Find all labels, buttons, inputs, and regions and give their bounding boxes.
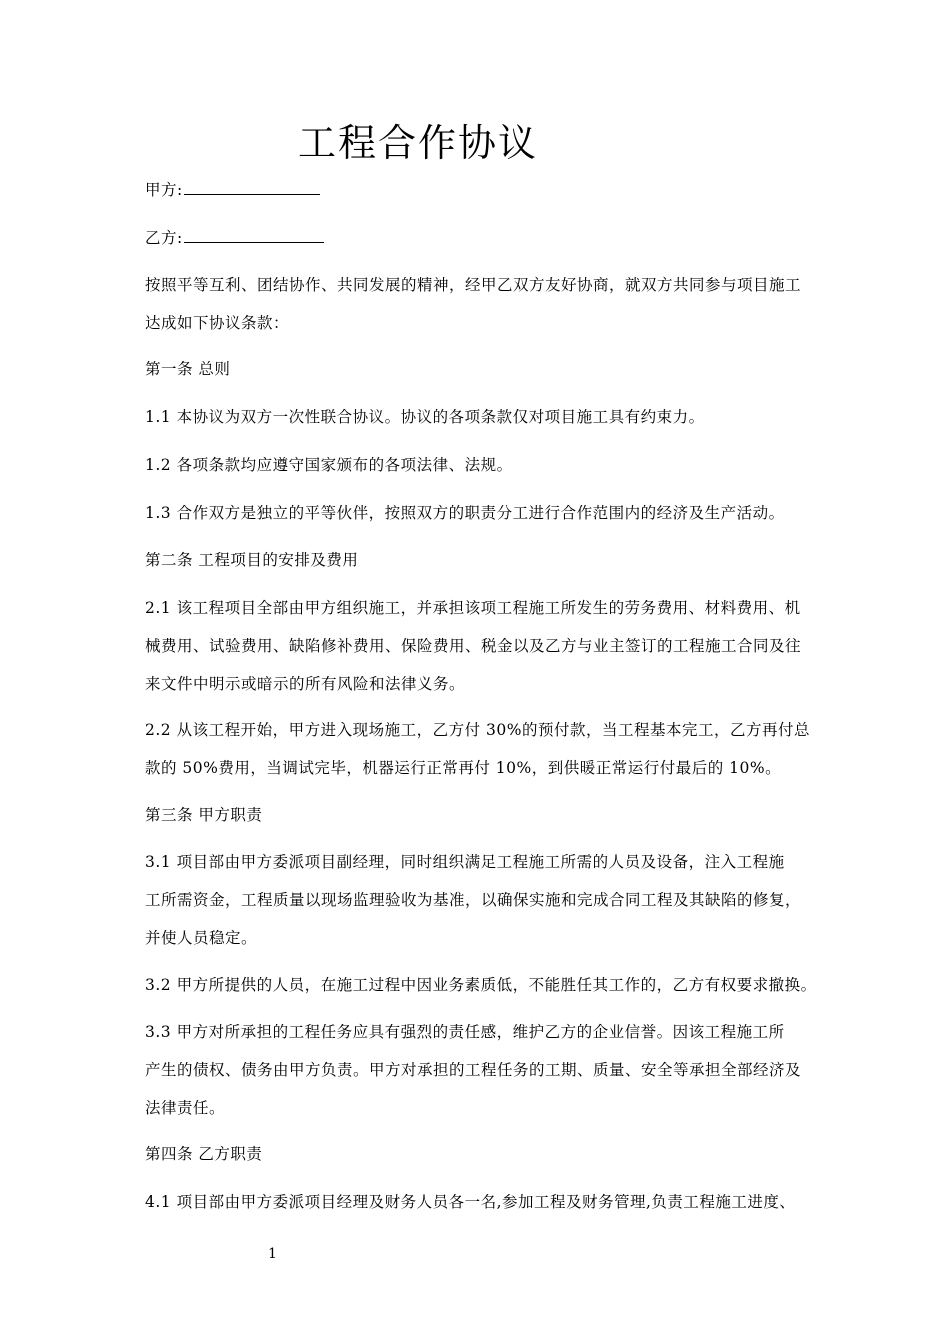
article-4-heading: 第四条 乙方职责 xyxy=(145,1145,263,1163)
party-b-label: 乙方: xyxy=(145,229,183,247)
clause-1-1: 1.1 本协议为双方一次性联合协议。协议的各项条款仅对项目施工具有约束力。 xyxy=(145,408,705,426)
article-3-heading: 第三条 甲方职责 xyxy=(145,806,263,824)
page-number: 1 xyxy=(268,1246,277,1262)
article-2-heading: 第二条 工程项目的安排及费用 xyxy=(145,551,359,569)
clause-1-3: 1.3 合作双方是独立的平等伙伴，按照双方的职责分工进行合作范围内的经济及生产活动。 xyxy=(145,504,785,522)
party-a-label: 甲方: xyxy=(145,181,183,199)
party-b-line xyxy=(145,219,825,257)
clause-3-3-line-2: 产生的债权、债务由甲方负责。甲方对承担的工程任务的工期、质量、安全等承担全部经济及 xyxy=(145,1061,802,1079)
article-1-heading: 第一条 总则 xyxy=(145,360,231,378)
clause-2-2-line-1: 2.2 从该工程开始，甲方进入现场施工，乙方付 30%的预付款，当工程基本完工，乙方再付总 xyxy=(145,721,810,739)
clause-4-1-line-1: 4.1 项目部由甲方委派项目经理及财务人员各一名,参加工程及财务管理,负责工程施工进度、 xyxy=(145,1193,796,1211)
clause-3-1-line-2: 工所需资金，工程质量以现场监理验收为基准，以确保实施和完成合同工程及其缺陷的修复， xyxy=(145,891,802,909)
clause-1-2: 1.2 各项条款均应遵守国家颁布的各项法律、法规。 xyxy=(145,456,513,474)
clause-2-1-line-3: 来文件中明示或暗示的所有风险和法律义务。 xyxy=(145,675,466,693)
clause-3-2: 3.2 甲方所提供的人员，在施工过程中因业务素质低，不能胜任其工作的，乙方有权要求撤换。 xyxy=(145,976,817,994)
party-a-blank xyxy=(184,176,320,195)
clause-2-2-line-2: 款的 50%费用，当调试完毕，机器运行正常再付 10%，到供暖正常运行付最后的 10%。 xyxy=(145,759,782,777)
intro-line-2: 达成如下协议条款： xyxy=(145,314,290,332)
party-b-blank xyxy=(184,224,324,243)
clause-3-1-line-3: 并使人员稳定。 xyxy=(145,929,258,947)
clause-2-1-line-1: 2.1 该工程项目全部由甲方组织施工，并承担该项工程施工所发生的劳务费用、材料费用、机 xyxy=(145,599,801,617)
clause-2-1-line-2: 械费用、试验费用、缺陷修补费用、保险费用、税金以及乙方与业主签订的工程施工合同及往 xyxy=(145,637,802,655)
party-a-line xyxy=(145,171,825,209)
document-title: 工程合作协议 xyxy=(298,121,539,165)
clause-3-1-line-1: 3.1 项目部由甲方委派项目副经理，同时组织满足工程施工所需的人员及设备，注入工程施 xyxy=(145,853,785,871)
clause-3-3-line-1: 3.3 甲方对所承担的工程任务应具有强烈的责任感，维护乙方的企业信誉。因该工程施工所 xyxy=(145,1023,785,1041)
intro-line-1: 按照平等互利、团结协作、共同发展的精神，经甲乙双方友好协商，就双方共同参与项目施工 xyxy=(145,276,802,294)
clause-3-3-line-3: 法律责任。 xyxy=(145,1099,226,1117)
